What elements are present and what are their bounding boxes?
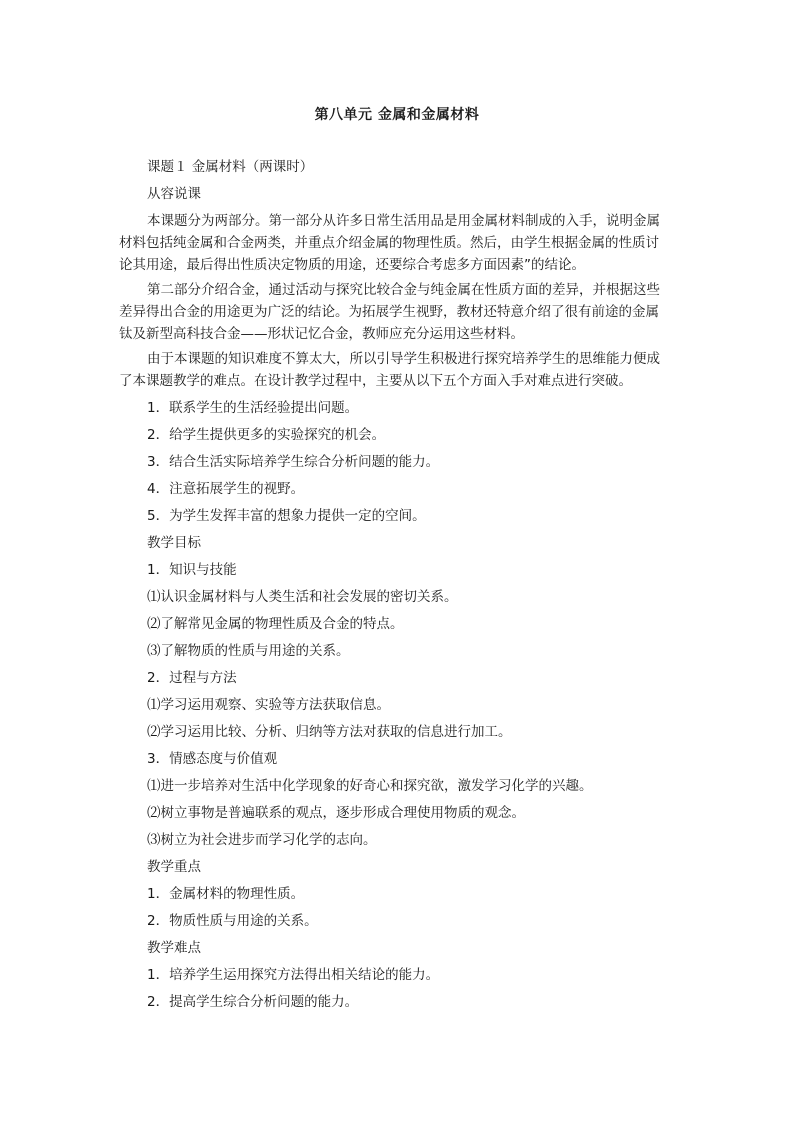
- paragraph-1: 本课题分为两部分。第一部分从许多日常生活用品是用金属材料制成的入手，说明金属材料包括纯金属和合金两类，并重点介绍金属的物理性质。然后，由学生根据金属的性质讨论其用途，最后得出性质决定物质的用途，还要综合考虑多方面因素”的结论。: [119, 213, 660, 273]
- subheading-process: 2．过程与方法: [147, 670, 237, 686]
- list-item: 4．注意拓展学生的视野。: [147, 481, 305, 497]
- list-item: ⑴进一步培养对生活中化学现象的好奇心和探究欲，激发学习化学的兴趣。: [147, 778, 593, 794]
- subheading-attitude: 3．情感态度与价值观: [147, 751, 278, 767]
- section-heading-goals: 教学目标: [147, 535, 201, 551]
- paragraph-3: 由于本课题的知识难度不算太大，所以引导学生积极进行探究培养学生的思维能力便成了本课题教学的难点。在设计教学过程中，主要从以下五个方面入手对难点进行突破。: [119, 351, 660, 389]
- page-title: 第八单元 金属和金属材料: [314, 107, 480, 123]
- section-heading-difficulties: 教学难点: [147, 940, 201, 956]
- list-item: 1．培养学生运用探究方法得出相关结论的能力。: [147, 967, 440, 983]
- list-item: 2．物质性质与用途的关系。: [147, 913, 318, 929]
- section-heading-intro: 从容说课: [147, 186, 201, 202]
- list-item: ⑵树立事物是普遍联系的观点，逐步形成合理使用物质的观念。: [147, 805, 525, 821]
- list-item: ⑵了解常见金属的物理性质及合金的特点。: [147, 616, 404, 632]
- paragraph-2: 第二部分介绍合金，通过活动与探究比较合金与纯金属在性质方面的差异，并根据这些差异得出合金的用途更为广泛的结论。为拓展学生视野，教材还特意介绍了很有前途的金属钛及新型高科技合金——形状记忆合金，教师应充分运用这些材料。: [119, 282, 660, 342]
- lesson-heading: 课题１ 金属材料（两课时）: [147, 159, 314, 175]
- subheading-knowledge: 1．知识与技能: [147, 562, 237, 578]
- list-item: 3．结合生活实际培养学生综合分析问题的能力。: [147, 454, 440, 470]
- list-item: 1．联系学生的生活经验提出问题。: [147, 400, 359, 416]
- document-body: [119, 154, 667, 1016]
- section-heading-key-points: 教学重点: [147, 859, 201, 875]
- list-item: ⑶树立为社会进步而学习化学的志向。: [147, 832, 377, 848]
- list-item: 1．金属材料的物理性质。: [147, 886, 305, 902]
- list-item: ⑵学习运用比较、分析、归纳等方法对获取的信息进行加工。: [147, 724, 512, 740]
- list-item: ⑶了解物质的性质与用途的关系。: [147, 643, 350, 659]
- list-item: 5．为学生发挥丰富的想象力提供一定的空间。: [147, 508, 426, 524]
- list-item: 2．给学生提供更多的实验探究的机会。: [147, 427, 386, 443]
- list-item: 2．提高学生综合分析问题的能力。: [147, 994, 359, 1010]
- list-item: ⑴认识金属材料与人类生活和社会发展的密切关系。: [147, 589, 458, 605]
- list-item: ⑴学习运用观察、实验等方法获取信息。: [147, 697, 390, 713]
